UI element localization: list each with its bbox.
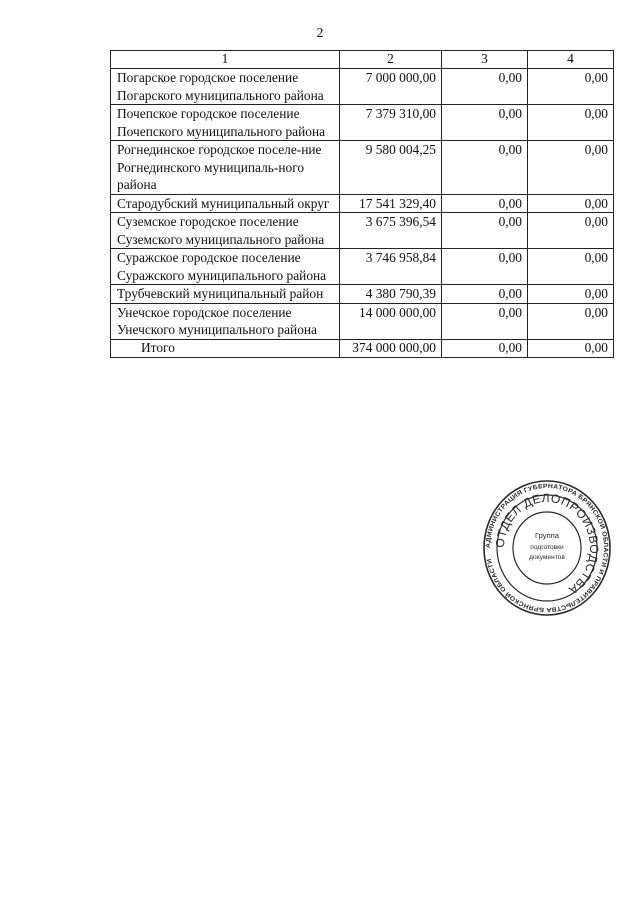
amount-col3: 0,00 [442, 141, 528, 195]
amount-col4: 0,00 [528, 105, 614, 141]
amount-col3: 0,00 [442, 249, 528, 285]
amount-col3: 0,00 [442, 213, 528, 249]
municipality-name: Почепское городское поселение Почепского муниципального района [111, 105, 340, 141]
budget-table [110, 50, 614, 358]
amount-col4: 0,00 [528, 194, 614, 213]
amount-col4: 0,00 [528, 141, 614, 195]
table-row [111, 285, 614, 304]
amount-col3: 0,00 [442, 105, 528, 141]
amount-col4: 0,00 [528, 303, 614, 339]
amount-col2: 9 580 004,25 [340, 141, 442, 195]
table-row [111, 141, 614, 195]
amount-col2: 17 541 329,40 [340, 194, 442, 213]
amount-col3: 0,00 [442, 194, 528, 213]
stamp-center-line-1: Группа [534, 531, 560, 540]
amount-col2: 7 000 000,00 [340, 69, 442, 105]
office-stamp [482, 478, 612, 618]
municipality-name: Суземское городское поселение Суземского муниципального района [111, 213, 340, 249]
amount-col2: 7 379 310,00 [340, 105, 442, 141]
page-number: 2 [316, 26, 324, 41]
table-header-row [111, 51, 614, 69]
total-col4: 0,00 [528, 339, 614, 357]
amount-col2: 3 675 396,54 [340, 213, 442, 249]
amount-col4: 0,00 [528, 249, 614, 285]
stamp-outer-text: АДМИНИСТРАЦИЯ ГУБЕРНАТОРА БРЯНСКОЙ ОБЛАСТИ И ПРАВИТЕЛЬСТВА БРЯНСКОЙ ОБЛАСТИ [484, 482, 610, 614]
table-row [111, 194, 614, 213]
column-header-4: 4 [528, 51, 614, 69]
amount-col2: 4 380 790,39 [340, 285, 442, 304]
table-row [111, 303, 614, 339]
amount-col2: 14 000 000,00 [340, 303, 442, 339]
amount-col4: 0,00 [528, 213, 614, 249]
stamp-inner-text: ОТДЕЛ ДЕЛОПРОИЗВОДСТВА [492, 490, 602, 598]
municipality-name: Унечское городское поселение Унечского муниципального района [111, 303, 340, 339]
amount-col3: 0,00 [442, 69, 528, 105]
total-label: Итого [111, 339, 340, 357]
table-row [111, 249, 614, 285]
municipality-name: Рогнединское городское поселе-ние Рогнединского муниципаль-ного района [111, 141, 340, 195]
municipality-name: Стародубский муниципальный округ [111, 194, 340, 213]
amount-col3: 0,00 [442, 303, 528, 339]
amount-col3: 0,00 [442, 285, 528, 304]
total-col2: 374 000 000,00 [340, 339, 442, 357]
municipality-name: Суражское городское поселение Суражского муниципального района [111, 249, 340, 285]
table-row [111, 69, 614, 105]
table-row [111, 213, 614, 249]
amount-col2: 3 746 958,84 [340, 249, 442, 285]
total-col3: 0,00 [442, 339, 528, 357]
column-header-3: 3 [442, 51, 528, 69]
municipality-name: Погарское городское поселение Погарского муниципального района [111, 69, 340, 105]
amount-col4: 0,00 [528, 285, 614, 304]
municipality-name: Трубчевский муниципальный район [111, 285, 340, 304]
column-header-2: 2 [340, 51, 442, 69]
total-row [111, 339, 614, 357]
amount-col4: 0,00 [528, 69, 614, 105]
stamp-center-line-2: подготовки [530, 544, 564, 551]
stamp-center-line-3: документов [529, 554, 565, 561]
column-header-1: 1 [111, 51, 340, 69]
table-row [111, 105, 614, 141]
